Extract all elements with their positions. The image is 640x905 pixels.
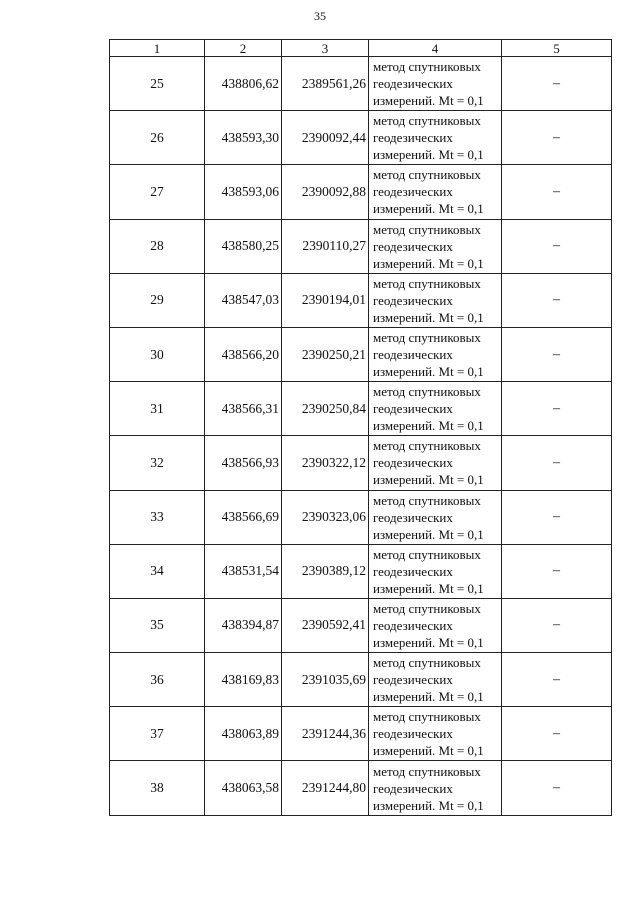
method-text-line: измерений. Mt = 0,1 xyxy=(373,93,484,109)
y-coordinate-cell: 2390250,21 xyxy=(282,327,369,381)
method-text-line: измерений. Mt = 0,1 xyxy=(373,147,484,163)
table-row xyxy=(110,111,612,165)
table-row xyxy=(110,544,612,598)
table-row xyxy=(110,761,612,815)
method-text-line: геодезических xyxy=(373,347,453,363)
table-body xyxy=(110,57,612,816)
method-text-line: геодезических xyxy=(373,130,453,146)
point-number-cell: 38 xyxy=(110,761,205,815)
y-coordinate-cell: 2390250,84 xyxy=(282,382,369,436)
x-coordinate-cell: 438394,87 xyxy=(205,598,282,652)
method-cell xyxy=(369,382,502,436)
method-cell xyxy=(369,57,502,111)
method-text-line: метод спутниковых xyxy=(373,655,481,671)
point-number-cell: 27 xyxy=(110,165,205,219)
x-coordinate-cell: 438566,20 xyxy=(205,327,282,381)
note-cell: – xyxy=(502,382,612,436)
table-row xyxy=(110,165,612,219)
x-coordinate-cell: 438531,54 xyxy=(205,544,282,598)
column-header-5: 5 xyxy=(502,40,612,57)
method-cell xyxy=(369,111,502,165)
point-number-cell: 29 xyxy=(110,273,205,327)
note-cell: – xyxy=(502,165,612,219)
method-text-line: измерений. Mt = 0,1 xyxy=(373,526,484,542)
method-text-line: измерений. Mt = 0,1 xyxy=(373,255,484,271)
y-coordinate-cell: 2390194,01 xyxy=(282,273,369,327)
method-cell xyxy=(369,273,502,327)
table-row xyxy=(110,219,612,273)
method-text-line: метод спутниковых xyxy=(373,546,481,562)
method-cell xyxy=(369,436,502,490)
note-cell: – xyxy=(502,598,612,652)
y-coordinate-cell: 2391244,36 xyxy=(282,707,369,761)
point-number-cell: 26 xyxy=(110,111,205,165)
table-row xyxy=(110,653,612,707)
method-text-line: измерений. Mt = 0,1 xyxy=(373,309,484,325)
method-text-line: измерений. Mt = 0,1 xyxy=(373,634,484,650)
point-number-cell: 32 xyxy=(110,436,205,490)
method-text-line: измерений. Mt = 0,1 xyxy=(373,689,484,705)
note-cell: – xyxy=(502,111,612,165)
table-header-row xyxy=(110,40,612,57)
method-text-line: измерений. Mt = 0,1 xyxy=(373,743,484,759)
table-row xyxy=(110,273,612,327)
table-row xyxy=(110,327,612,381)
point-number-cell: 25 xyxy=(110,57,205,111)
note-cell: – xyxy=(502,490,612,544)
x-coordinate-cell: 438063,58 xyxy=(205,761,282,815)
method-cell xyxy=(369,653,502,707)
point-number-cell: 30 xyxy=(110,327,205,381)
method-text-line: метод спутниковых xyxy=(373,330,481,346)
method-text-line: измерений. Mt = 0,1 xyxy=(373,418,484,434)
note-cell: – xyxy=(502,544,612,598)
note-cell: – xyxy=(502,219,612,273)
method-text-line: геодезических xyxy=(373,726,453,742)
y-coordinate-cell: 2391035,69 xyxy=(282,653,369,707)
table-row xyxy=(110,436,612,490)
y-coordinate-cell: 2391244,80 xyxy=(282,761,369,815)
method-cell xyxy=(369,490,502,544)
method-cell xyxy=(369,327,502,381)
y-coordinate-cell: 2390092,88 xyxy=(282,165,369,219)
note-cell: – xyxy=(502,707,612,761)
method-text-line: геодезических xyxy=(373,617,453,633)
column-header-2: 2 xyxy=(205,40,282,57)
point-number-cell: 31 xyxy=(110,382,205,436)
point-number-cell: 33 xyxy=(110,490,205,544)
page-number: 35 xyxy=(314,9,326,23)
method-text-line: метод спутниковых xyxy=(373,709,481,725)
x-coordinate-cell: 438566,69 xyxy=(205,490,282,544)
method-text-line: геодезических xyxy=(373,184,453,200)
y-coordinate-cell: 2390092,44 xyxy=(282,111,369,165)
x-coordinate-cell: 438593,30 xyxy=(205,111,282,165)
method-text-line: геодезических xyxy=(373,76,453,92)
method-text-line: метод спутниковых xyxy=(373,763,481,779)
table-row xyxy=(110,707,612,761)
method-cell xyxy=(369,165,502,219)
column-header-1: 1 xyxy=(110,40,205,57)
method-text-line: метод спутниковых xyxy=(373,167,481,183)
method-text-line: метод спутниковых xyxy=(373,275,481,291)
method-text-line: метод спутниковых xyxy=(373,384,481,400)
x-coordinate-cell: 438566,93 xyxy=(205,436,282,490)
note-cell: – xyxy=(502,653,612,707)
method-text-line: измерений. Mt = 0,1 xyxy=(373,472,484,488)
method-cell xyxy=(369,544,502,598)
table-row xyxy=(110,57,612,111)
method-text-line: метод спутниковых xyxy=(373,438,481,454)
method-text-line: геодезических xyxy=(373,780,453,796)
method-text-line: измерений. Mt = 0,1 xyxy=(373,201,484,217)
y-coordinate-cell: 2390592,41 xyxy=(282,598,369,652)
method-text-line: метод спутниковых xyxy=(373,113,481,129)
y-coordinate-cell: 2390322,12 xyxy=(282,436,369,490)
method-text-line: метод спутниковых xyxy=(373,221,481,237)
method-text-line: метод спутниковых xyxy=(373,600,481,616)
y-coordinate-cell: 2390323,06 xyxy=(282,490,369,544)
method-text-line: измерений. Mt = 0,1 xyxy=(373,364,484,380)
y-coordinate-cell: 2390389,12 xyxy=(282,544,369,598)
method-text-line: геодезических xyxy=(373,672,453,688)
column-header-3: 3 xyxy=(282,40,369,57)
table-row xyxy=(110,382,612,436)
method-text-line: измерений. Mt = 0,1 xyxy=(373,797,484,813)
note-cell: – xyxy=(502,57,612,111)
table-row xyxy=(110,598,612,652)
method-text-line: геодезических xyxy=(373,563,453,579)
y-coordinate-cell: 2390110,27 xyxy=(282,219,369,273)
point-number-cell: 35 xyxy=(110,598,205,652)
note-cell: – xyxy=(502,436,612,490)
x-coordinate-cell: 438566,31 xyxy=(205,382,282,436)
method-text-line: метод спутниковых xyxy=(373,492,481,508)
point-number-cell: 36 xyxy=(110,653,205,707)
x-coordinate-cell: 438547,03 xyxy=(205,273,282,327)
x-coordinate-cell: 438806,62 xyxy=(205,57,282,111)
method-text-line: геодезических xyxy=(373,401,453,417)
method-text-line: геодезических xyxy=(373,238,453,254)
column-header-4: 4 xyxy=(369,40,502,57)
method-cell xyxy=(369,219,502,273)
coordinates-table xyxy=(109,39,612,816)
method-cell xyxy=(369,707,502,761)
x-coordinate-cell: 438169,83 xyxy=(205,653,282,707)
table-row xyxy=(110,490,612,544)
note-cell: – xyxy=(502,761,612,815)
y-coordinate-cell: 2389561,26 xyxy=(282,57,369,111)
x-coordinate-cell: 438593,06 xyxy=(205,165,282,219)
method-text-line: геодезических xyxy=(373,455,453,471)
method-cell xyxy=(369,598,502,652)
method-text-line: метод спутниковых xyxy=(373,59,481,75)
method-text-line: измерений. Mt = 0,1 xyxy=(373,580,484,596)
method-text-line: геодезических xyxy=(373,292,453,308)
method-cell xyxy=(369,761,502,815)
note-cell: – xyxy=(502,327,612,381)
point-number-cell: 34 xyxy=(110,544,205,598)
method-text-line: геодезических xyxy=(373,509,453,525)
note-cell: – xyxy=(502,273,612,327)
x-coordinate-cell: 438063,89 xyxy=(205,707,282,761)
point-number-cell: 37 xyxy=(110,707,205,761)
point-number-cell: 28 xyxy=(110,219,205,273)
x-coordinate-cell: 438580,25 xyxy=(205,219,282,273)
